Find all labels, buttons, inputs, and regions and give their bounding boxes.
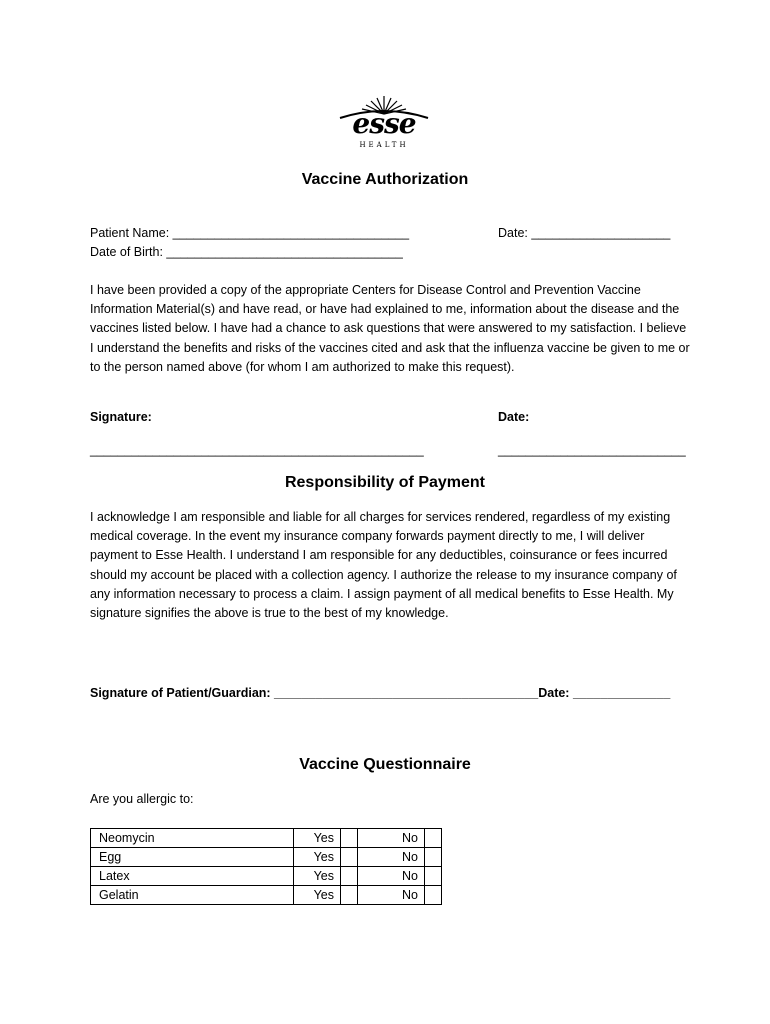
no-checkbox[interactable] <box>425 867 442 886</box>
date-of-birth-field[interactable]: Date of Birth: __________________________________ <box>90 245 403 259</box>
payment-title: Responsibility of Payment <box>284 474 486 491</box>
authorization-paragraph: I have been provided a copy of the appropriate Centers for Disease Control and Prevention Vaccine Information Material(s) and have read, or have had explained to me, information about the disease and the vaccines listed below. I have had a chance to ask questions that were answered to my satisfaction. I believe I understand the benefits and risks of the vaccines cited and ask that the influenza vaccine be given to me or to the person named above (for whom I am authorized to make this request). <box>90 283 690 374</box>
yes-checkbox[interactable] <box>341 848 358 867</box>
yes-label: Yes <box>294 848 341 867</box>
no-checkbox[interactable] <box>425 886 442 905</box>
payment-paragraph: I acknowledge I am responsible and liable for all charges for services rendered, regardless of my existing medical coverage. In the event my insurance company forwards payment directly to me, I will deliver payment to Esse Health. I understand I am responsible for any deductibles, coinsurance or fees incurred should my account be placed with a collection agency. I authorize the release to my insurance company of any information necessary to process a claim. I assign payment of all medical benefits to Esse Health. My signature signifies the above is true to the best of my knowledge. <box>90 510 677 621</box>
signature-label: Signature: <box>90 410 152 424</box>
table-row <box>91 848 442 867</box>
guardian-signature-line[interactable]: Signature of Patient/Guardian: ______________________________________Date: ______________ <box>90 686 671 700</box>
allergen-name: Egg <box>91 848 294 867</box>
allergen-name: Latex <box>91 867 294 886</box>
allergen-name: Neomycin <box>91 829 294 848</box>
signature-date-label: Date: <box>498 410 530 424</box>
allergen-name: Gelatin <box>91 886 294 905</box>
allergy-question: Are you allergic to: <box>90 792 194 806</box>
table-row <box>91 886 442 905</box>
logo-wordmark: esse <box>352 107 416 140</box>
vaccine-authorization-title: Vaccine Authorization <box>301 171 469 188</box>
yes-label: Yes <box>294 886 341 905</box>
esse-health-logo <box>336 92 432 154</box>
table-row <box>91 829 442 848</box>
allergy-table <box>90 828 442 905</box>
table-row <box>91 867 442 886</box>
yes-label: Yes <box>294 829 341 848</box>
no-checkbox[interactable] <box>425 848 442 867</box>
yes-label: Yes <box>294 867 341 886</box>
logo-subtitle: HEALTH <box>359 141 409 149</box>
signature-date-line[interactable]: ___________________________ <box>498 443 686 457</box>
no-label: No <box>382 848 425 867</box>
no-label: No <box>382 829 425 848</box>
questionnaire-title: Vaccine Questionnaire <box>299 756 471 773</box>
date-field[interactable]: Date: ____________________ <box>498 226 671 240</box>
signature-line[interactable]: ________________________________________________ <box>90 443 424 457</box>
no-label: No <box>382 867 425 886</box>
no-label: No <box>382 886 425 905</box>
no-checkbox[interactable] <box>425 829 442 848</box>
yes-checkbox[interactable] <box>341 867 358 886</box>
yes-checkbox[interactable] <box>341 829 358 848</box>
patient-name-field[interactable]: Patient Name: __________________________________ <box>90 226 410 240</box>
yes-checkbox[interactable] <box>341 886 358 905</box>
